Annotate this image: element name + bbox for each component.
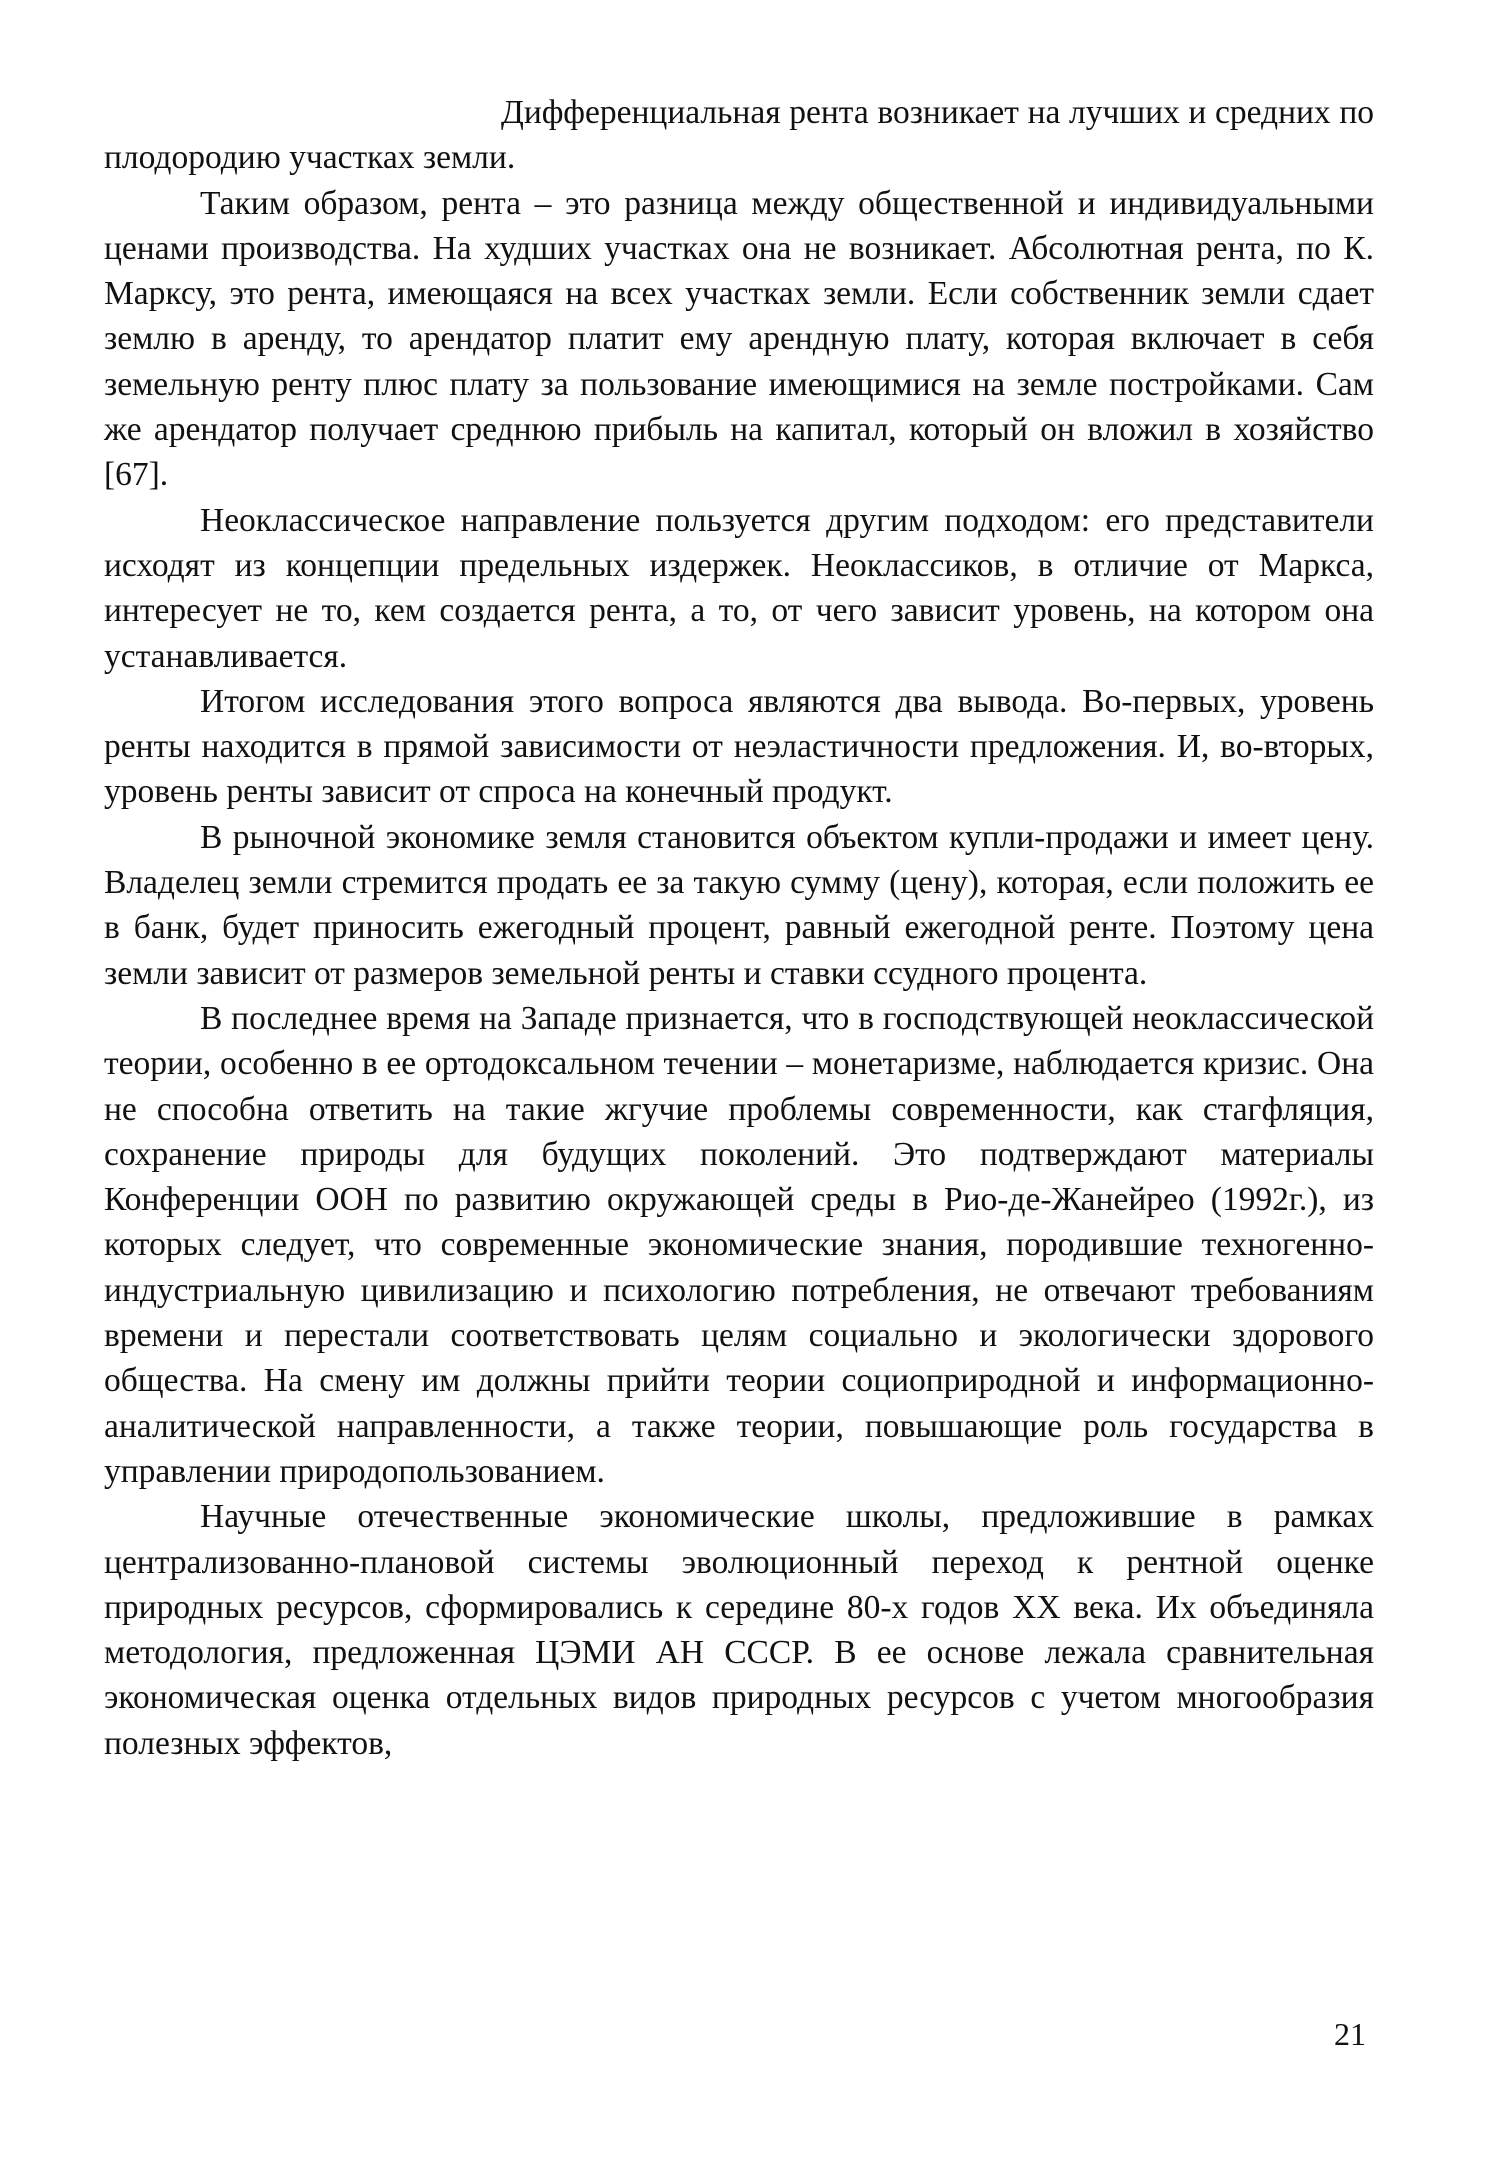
paragraph-land-price: В рыночной экономике земля становится объектом купли-продажи и имеет цену. Владелец земли стремится продать ее за такую сумму (цену), которая, если положить ее в банк, будет приносить ежегодный процент, равный ежегодной ренте. Поэтому цена земли зависит от размеров земельной ренты и ставки ссудного процента.	[104, 818, 1374, 992]
paragraph-differential-rent: Дифференциальная рента возникает на лучших и средних по плодородию участках земли.	[104, 94, 1374, 177]
paragraph-absolute-rent: Таким образом, рента – это разница между общественной и индивидуальными ценами производства. На худших участках она не возникает. Абсолютная рента, по К. Марксу, это рента, имеющаяся на всех участках земли. Если собственник земли сдает землю в аренду, то арендатор платит ему арендную плату, которая включает в себя земельную ренту плюс плату за пользование имеющимися на земле постройками. Сам же арендатор получает среднюю прибыль на капитал, который он вложил в хозяйство [67].	[104, 184, 1374, 494]
body-text	[104, 90, 1374, 1766]
paragraph-research-conclusions: Итогом исследования этого вопроса являются два вывода. Во-первых, уровень ренты находится в прямой зависимости от неэластичности предложения. И, во-вторых, уровень ренты зависит от спроса на конечный продукт.	[104, 682, 1374, 811]
paragraph-western-crisis: В последнее время на Западе признается, что в господствующей неоклассической теории, особенно в ее ортодоксальном течении – монетаризме, наблюдается кризис. Она не способна ответить на такие жгучие проблемы современности, как стагфляция, сохранение природы для будущих поколений. Это подтверждают материалы Конференции ООН по развитию окружающей среды в Рио-де-Жанейрео (1992г.), из которых следует, что современные экономические знания, породившие техногенно-индустриальную цивилизацию и психологию потребления, не отвечают требованиям времени и перестали соответствовать целям социально и экологически здорового общества. На смену им должны прийти теории социоприродной и информационно-аналитической направленности, а также теории, повышающие роль государства в управлении природопользованием.	[104, 999, 1374, 1490]
paragraph-neoclassical-approach: Неоклассическое направление пользуется другим подходом: его представители исходят из концепции предельных издержек. Неоклассиков, в отличие от Маркса, интересует не то, кем создается рента, а то, от чего зависит уровень, на котором она устанавливается.	[104, 501, 1374, 675]
page-number: 21	[1334, 2016, 1366, 2052]
paragraph-domestic-schools: Научные отечественные экономические школы, предложившие в рамках централизованно-плановой системы эволюционный переход к рентной оценке природных ресурсов, сформировались к середине 80-х годов XX века. Их объединяла методология, предложенная ЦЭМИ АН СССР. В ее основе лежала сравнительная экономическая оценка отдельных видов природных ресурсов с учетом многообразия полезных эффектов,	[104, 1498, 1374, 1762]
